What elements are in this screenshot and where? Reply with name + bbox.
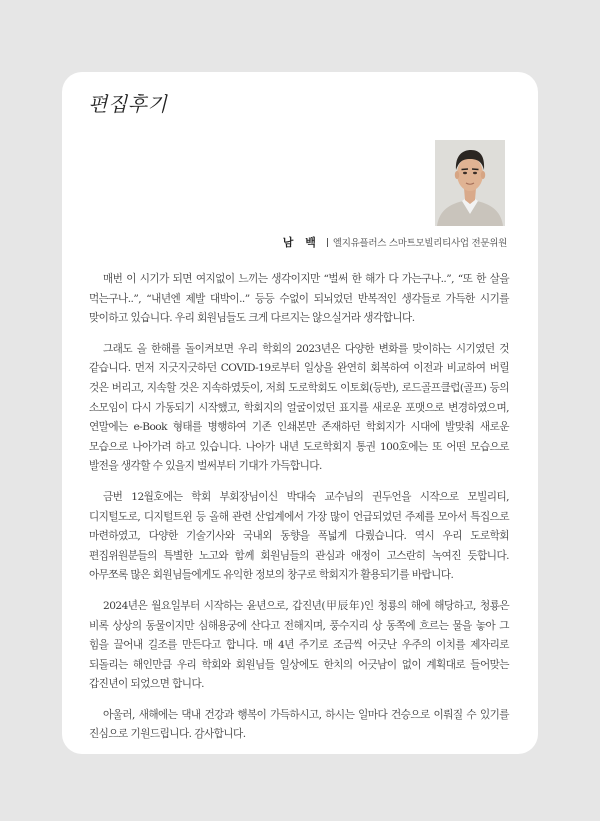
author-affiliation: 엘지유플러스 스마트모빌리티사업 전문위원 — [332, 238, 507, 249]
author-byline — [283, 234, 507, 250]
paragraph: 그래도 올 한해를 돌이켜보면 우리 학회의 2023년은 다양한 변화를 맞이하는 시기였던 것 같습니다. 먼저 지긋지긋하던 COVID-19로부터 일상을 완연히 회복하여 이전과 비교하여 버릴 것은 버리고, 지속할 것은 지속하였듯이, 저희 도로학회도 이토회(등반), 로드골프클럽(골프) 등의 소모임이 다시 가동되기 시작했고, 학회지의 얼굴이었던 표지를 새로운 포맷으로 변경하였으며, 연말에는 e-Book 형태를 병행하여 기존 인쇄본만 존재하던 학회지가 시대에 발맞춰 새로운 모습으로 나아가려 하고 있습니다. 나아가 내년 도로학회지 통권 100호에는 또 어떤 모습으로 발전을 생각할 수 있을지 벌써부터 기대가 가득합니다. — [89, 342, 509, 473]
author-portrait-image — [435, 140, 505, 226]
article-body — [89, 270, 509, 756]
paragraph: 2024년은 월요일부터 시작하는 윤년으로, 갑진년(甲辰年)인 청룡의 해에 해당하고, 청룡은 비록 상상의 동물이지만 심해용궁에 산다고 전해지며, 풍수지리 상 동쪽에 흐르는 물을 놓아 그 힘을 끌어내 길조를 만든다고 합니다. 매 4년 주기로 조금씩 어긋난 우주의 이치를 제자리로 되돌리는 해인만큼 우리 학회와 회원님들 일상에도 한치의 어긋남이 없이 계획대로 들어맞는 갑진년이 되었으면 합니다. — [89, 599, 509, 691]
author-photo — [435, 140, 505, 226]
paragraph: 매번 이 시기가 되면 여지없이 느끼는 생각이지만 “벌써 한 해가 다 가는구나..”, “또 한 살을 먹는구나..”, “내년엔 제발 대박이..” 등등 수없이 되뇌었던 반복적인 생각들로 가득한 시기를 맞이하고 있습니다. 우리 회원님들도 크게 다르지는 않으실거라 생각합니다. — [89, 273, 509, 325]
paragraph: 금번 12월호에는 학회 부회장님이신 박대숙 교수님의 권두언을 시작으로 모빌리티, 디지털도로, 디지털트윈 등 올해 관련 산업계에서 가장 많이 언급되었던 주제를 모아서 특집으로 마련하였고, 다양한 기술기사와 국내외 동향을 폭넓게 다뤘습니다. 역시 우리 도로학회 편집위원분들의 특별한 노고와 함께 회원님들의 관심과 애정이 고스란히 녹여진 듯합니다. 아무쪼록 많은 회원님들에게도 유익한 정보의 창구로 학회지가 활용되기를 바랍니다. — [89, 490, 509, 582]
section-title: 편집후기 — [88, 92, 168, 116]
editorial-card — [62, 72, 538, 754]
author-name: 남 백 — [282, 236, 320, 249]
byline-divider — [327, 238, 328, 247]
paragraph: 아울러, 새해에는 댁내 건강과 행복이 가득하시고, 하시는 일마다 건승으로 이뤄질 수 있기를 진심으로 기원드립니다. 감사합니다. — [89, 708, 509, 741]
